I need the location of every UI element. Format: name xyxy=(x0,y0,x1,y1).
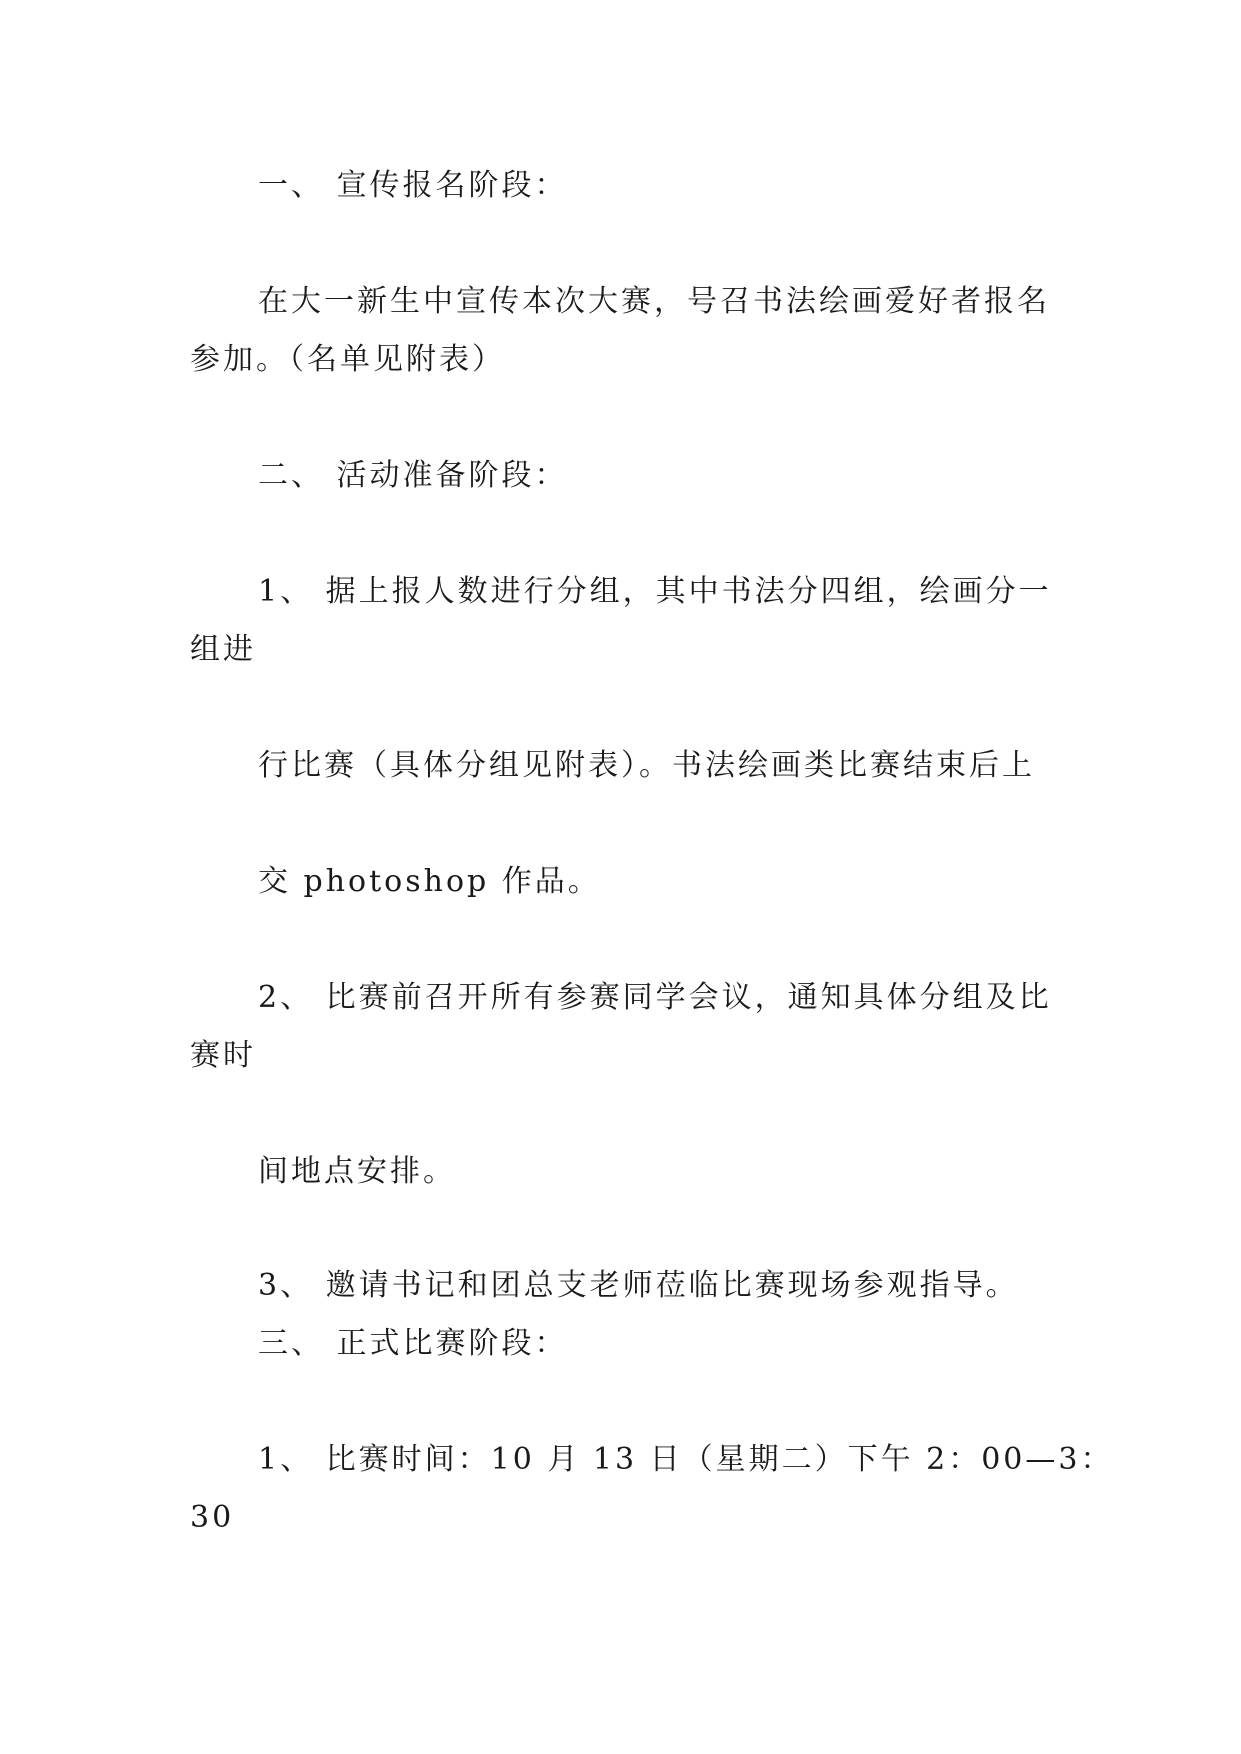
list-item-line: 组进 xyxy=(190,632,256,667)
paragraph-line: 行比赛（具体分组见附表）。书法绘画类比赛结束后上 xyxy=(258,748,1035,783)
paragraph-line: 间地点安排。 xyxy=(258,1154,456,1189)
section-heading-1: 一、 宣传报名阶段： xyxy=(258,168,568,203)
section-heading-3: 三、 正式比赛阶段： xyxy=(258,1326,568,1361)
paragraph-line: 参加。（名单见附表） xyxy=(190,342,505,377)
list-item-line: 赛时 xyxy=(190,1038,256,1073)
paragraph-line: 交 photoshop 作品。 xyxy=(258,864,601,899)
paragraph-line: 在大一新生中宣传本次大赛，号召书法绘画爱好者报名 xyxy=(258,284,1050,319)
list-item-line: 30 xyxy=(190,1500,235,1535)
section-heading-2: 二、 活动准备阶段： xyxy=(258,458,568,493)
list-item-line: 1、 据上报人数进行分组，其中书法分四组，绘画分一 xyxy=(258,574,1052,609)
list-item-line: 2、 比赛前召开所有参赛同学会议，通知具体分组及比 xyxy=(258,980,1052,1015)
list-item-line: 3、 邀请书记和团总支老师莅临比赛现场参观指导。 xyxy=(258,1268,1019,1303)
list-item-line: 1、 比赛时间：10 月 13 日（星期二）下午 2：00—3： xyxy=(258,1442,1114,1477)
